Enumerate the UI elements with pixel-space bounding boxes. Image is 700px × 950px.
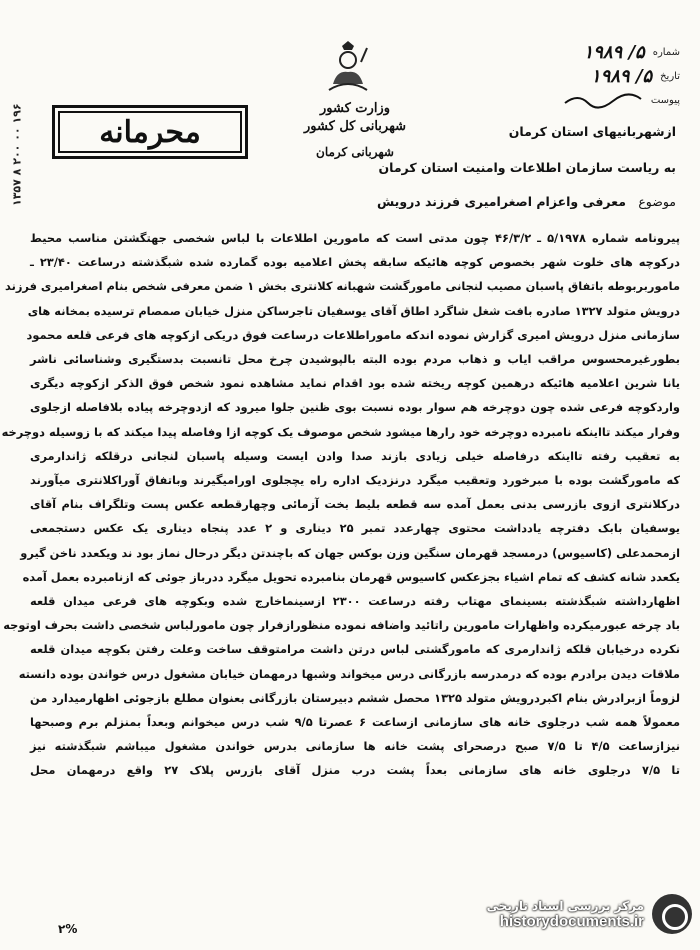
body-line: معمولاً همه شب درجلوی خانه های سازمانی ازساعت ۶ عصرتا ۹/۵ شب درس میخوانم وبعداً بمنزلم برم وصبحها <box>30 715 681 730</box>
watermark <box>382 884 692 944</box>
to-text: به ریاست سازمان اطلاعات وامنیت استان کرمان <box>378 160 676 175</box>
body-line: سازمانی منزل درویش امیری گزارش نموده اندکه ماموراطلاعات درساعت فوق دریکی ازکوچه های فرعی قلعه محمود <box>26 327 680 342</box>
body-line: درویش متولد ۱۳۲۷ صادره بافت شغل شاگرد اطاق آقای یوسفیان تاجرساکن منزل خیابان صمصام ترسیده بمخانه های <box>27 303 680 318</box>
watermark-logo-icon <box>652 894 692 934</box>
side-stamp: ۱۳۵۷ ۸ ۲۰۰ ۰۰ ۱۹۶ <box>10 103 24 207</box>
page-footer-number: ۲% <box>58 922 78 936</box>
body-line: یانا شرین اعلامیه هائیکه درهمین کوچه ریخته شده بود اقدام نماید مشاهده نمود شخص فوق الذکر ازکوچه دیگری <box>30 376 680 391</box>
to-line <box>378 160 676 175</box>
watermark-url: historydocuments.ir <box>499 912 644 930</box>
body-line: وفرار میکند تااینکه نامبرده دوچرخه خود رارها میشود شخص موصوف یک کوچه ازا وفاصله پیدا میکند که با زوسیله دوچرخه <box>1 424 680 439</box>
body-line: ازمحمدعلی (کاسیوس) درمسجد قهرمان سنگین وزن بوکس جهان که باچندتن دیگر درحال نماز بود ند ویکعدد ناخن گیرو <box>20 545 680 560</box>
body-line: یوسفیان بابک دفترچه یادداشت محتوی چهارعدد تمبر ۲۵ دیناری و ۲ عدد پنجاه دیناری یک عکس دستجمعی <box>30 521 680 536</box>
from-line <box>509 124 676 139</box>
body-line: به تعقیب رفته تااینکه درفاصله خیلی زیادی بازند صدا وادن ایست وسیله پاسبان لنجانی درقلکه ژاندارمری <box>30 448 680 463</box>
body-line: اظهارداشته شبگذشته بسینمای مهتاب رفته درساعت ۲۳۰۰ ازسینماخارج شده وبکوچه های فرعی میدان قلعه <box>30 594 680 609</box>
attachment-label: پیوست <box>650 94 680 106</box>
body-line: باد چرخه عبورمیکرده واظهارات مامورین راتائید واضافه نموده منظورازفرار چون مامورلباس شخصی داشت بحرف اوتوجه <box>3 618 680 633</box>
letter-body <box>1 226 681 783</box>
ministry-name: وزارت کشور <box>320 101 390 116</box>
body-line: درکلانتری ازوی بازرسی بدنی بعمل آمده سه قطعه بلیط بخت آزمائی وچهارقطعه عکس پست وتلگراف بنام آقای <box>30 497 680 512</box>
body-line: واردکوچه فرعی شده چون دوچرخه هم سوار بوده نسبت بوی ظنین جلوا میرود که ازدوچرخه پیاده بلافاصله ازجلوی <box>30 400 680 415</box>
watermark-org: مرکز بررسی اسناد تاریخی <box>486 898 644 913</box>
body-line: تا ۷/۵ درجلوی خانه های سازمانی بعداً پشت درب منزل آقای بازرس پلاک ۲۷ واقع درمهمان محل <box>30 763 680 778</box>
body-line: لزوماً ازبرادرش بنام اکبردرویش متولد ۱۳۲۵ محصل ششم دبیرستان بازرگانی بعنوان مطلع بازجوئی اظهارمیدارد من <box>30 690 680 705</box>
confidential-stamp: محرمانه <box>52 105 248 159</box>
body-line: ماموربربوطه باتفاق پاسبان مصیب لنجانی مامورگشت شهبانه کلانتری بخش ۱ ضمن معرفی شخص بنام اصغرامیری فرزند <box>5 279 680 294</box>
kerman-police-name: شهربانی کرمان <box>316 145 394 159</box>
body-line: پیرونامه شماره ۵/۱۹۷۸ ـ ۴۶/۳/۲ چون مدتی است که مامورین اطلاعات با لباس شخصی جهتگشتن مناسب محیط <box>30 231 680 245</box>
body-line: یکعدد شانه کشف که تمام اشیاء بجزعکس کاسیوس قهرمان بنامبرده تحویل میگرد ددرباز جوئی که ازنامبرده بعمل آمده <box>22 569 680 584</box>
date-value: ۵/ ۱۹۸۹ <box>590 65 653 87</box>
subject-label: موضوع <box>638 194 676 209</box>
body-line: بطورغیرمحسوس مراقب ایاب و ذهاب مردم بوده البته بالپوشیدن چرخ محل تانسبت بدستگیری وشناسائی ناشر <box>30 352 680 367</box>
subject-line <box>377 194 676 209</box>
body-line: درکوچه های خلوت شهر بخصوص کوچه هائیکه سابقه پخش اعلامیه بوده گمارده شده شبگذشته درساعت ۲۳/۴۰ ـ <box>30 255 680 270</box>
date-label: تاریخ <box>660 70 680 82</box>
body-line: نیزازساعت ۴/۵ تا ۷/۵ صبح درصحرای پشت خانه ها سازمانی بدرس خواندن مشغول میباشم شبگذشته نیز <box>30 739 680 754</box>
handwritten-attachment-mark <box>563 91 643 109</box>
attachment-row <box>500 88 680 112</box>
lion-and-sun-emblem-icon <box>325 40 371 94</box>
number-row <box>500 40 680 64</box>
date-row <box>500 64 680 88</box>
from-text: ازشهربانیهای استان کرمان <box>508 124 676 139</box>
number-value: ۵/ ۱۹۸۹ <box>583 41 645 63</box>
body-line: که مامورگشت بوده با مبرخورد وتعقیب میگرد درنزدیک اداره راه یچجلوی اورامیگیرند وباتفاق آوراکلانتری میآورند <box>30 473 680 488</box>
organization-header <box>300 100 410 162</box>
number-label: شماره <box>652 46 680 58</box>
body-line: نکرده درخیابان قلکه ژاندارمری که مامورگشتی لباس درتن داشت مرامتوقف ساخت وعلت رفتن بکوچه میدان قلعه <box>30 642 680 657</box>
body-line: ملاقات دیدن برادرم بوده که درمدرسه بازرگانی درس میخواند وشبها درمهمان خیابان مشغول درس خواندن بوده دانسته <box>18 666 680 681</box>
national-police-name: شهربانی کل کشور <box>304 119 406 134</box>
document-meta <box>500 40 680 112</box>
subject-text: معرفی واعزام اصغرامیری فرزند درویش <box>376 194 626 209</box>
